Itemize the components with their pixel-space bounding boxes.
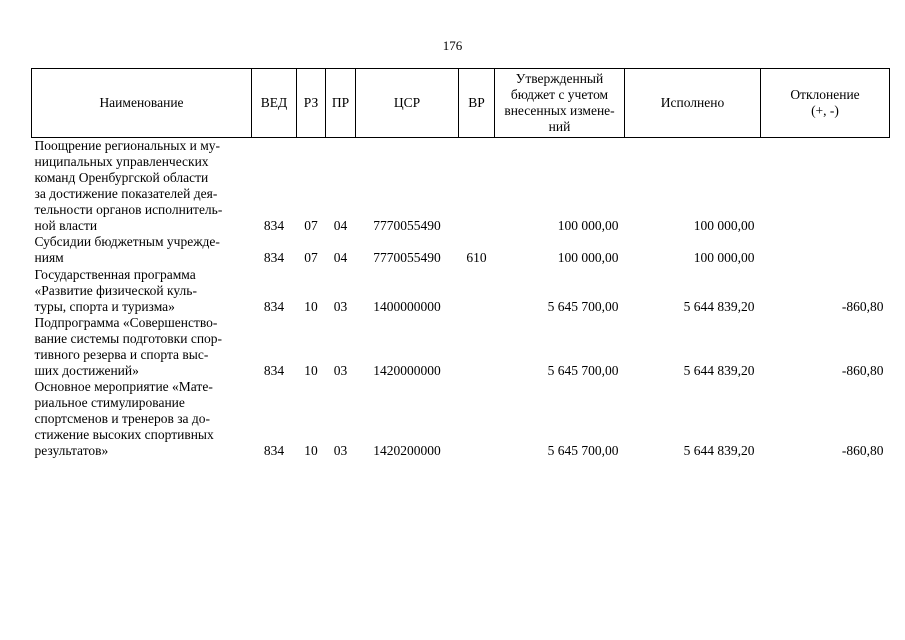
cell-rz: 10 bbox=[304, 363, 318, 378]
cell-csr: 1400000000 bbox=[373, 299, 441, 314]
cell-csr: 7770055490 bbox=[373, 218, 441, 233]
cell-vr bbox=[459, 267, 495, 315]
cell-vr bbox=[459, 379, 495, 459]
header-name: Наименование bbox=[32, 69, 252, 138]
cell-deviation: -860,80 bbox=[841, 299, 884, 314]
header-ved: ВЕД bbox=[252, 69, 297, 138]
table-header bbox=[32, 69, 890, 138]
cell-vr bbox=[459, 315, 495, 379]
cell-name: Поощрение региональных и му- ниципальных управленческих команд Оренбургской области за достижение показателей дея- тельности органов исполнитель- ной власти bbox=[34, 138, 223, 233]
cell-ved: 834 bbox=[263, 443, 285, 458]
cell-executed: 5 644 839,20 bbox=[683, 443, 755, 458]
header-rz: РЗ bbox=[297, 69, 326, 138]
header-vr: ВР bbox=[459, 69, 495, 138]
cell-ved: 834 bbox=[263, 218, 285, 233]
cell-rz: 07 bbox=[304, 218, 318, 233]
cell-csr: 1420000000 bbox=[373, 363, 441, 378]
cell-executed: 100 000,00 bbox=[693, 250, 755, 265]
cell-pr: 04 bbox=[333, 250, 348, 265]
table-row bbox=[32, 138, 890, 235]
table-row bbox=[32, 379, 890, 459]
cell-budget: 5 645 700,00 bbox=[547, 443, 619, 458]
budget-table bbox=[31, 68, 890, 459]
cell-vr: 610 bbox=[466, 250, 487, 265]
cell-ved: 834 bbox=[263, 299, 285, 314]
cell-ved: 834 bbox=[263, 250, 285, 265]
cell-budget: 100 000,00 bbox=[557, 250, 619, 265]
cell-name: Субсидии бюджетным учрежде- ниям bbox=[34, 234, 220, 265]
cell-csr: 1420200000 bbox=[373, 443, 441, 458]
table-row bbox=[32, 315, 890, 379]
header-pr: ПР bbox=[326, 69, 356, 138]
cell-pr: 03 bbox=[333, 363, 348, 378]
cell-deviation: -860,80 bbox=[841, 363, 884, 378]
cell-rz: 07 bbox=[304, 250, 318, 265]
cell-budget: 5 645 700,00 bbox=[547, 363, 619, 378]
header-csr: ЦСР bbox=[356, 69, 459, 138]
header-budget: Утвержденный бюджет с учетом внесенных измене- ний bbox=[495, 69, 625, 138]
table-row bbox=[32, 267, 890, 315]
header-deviation: Отклонение (+, -) bbox=[761, 69, 890, 138]
cell-deviation bbox=[761, 234, 890, 267]
cell-executed: 5 644 839,20 bbox=[683, 299, 755, 314]
cell-executed: 5 644 839,20 bbox=[683, 363, 755, 378]
cell-rz: 10 bbox=[304, 299, 318, 314]
cell-rz: 10 bbox=[304, 443, 318, 458]
cell-name: Государственная программа «Развитие физической куль- туры, спорта и туризма» bbox=[34, 267, 197, 314]
cell-pr: 03 bbox=[333, 443, 348, 458]
cell-name: Основное мероприятие «Мате- риальное стимулирование спортсменов и тренеров за до- стижение высоких спортивных результатов» bbox=[34, 379, 214, 458]
cell-budget: 5 645 700,00 bbox=[547, 299, 619, 314]
cell-pr: 03 bbox=[333, 299, 348, 314]
header-executed: Исполнено bbox=[625, 69, 761, 138]
cell-csr: 7770055490 bbox=[373, 250, 441, 265]
cell-budget: 100 000,00 bbox=[557, 218, 619, 233]
cell-executed: 100 000,00 bbox=[693, 218, 755, 233]
cell-pr: 04 bbox=[333, 218, 348, 233]
page-number: 176 bbox=[442, 38, 463, 53]
cell-deviation: -860,80 bbox=[841, 443, 884, 458]
cell-name: Подпрограмма «Совершенство- вание системы подготовки спор- тивного резерва и спорта выс- ших достижений» bbox=[34, 315, 223, 378]
table-row bbox=[32, 234, 890, 267]
cell-ved: 834 bbox=[263, 363, 285, 378]
cell-deviation bbox=[761, 138, 890, 235]
cell-vr bbox=[459, 138, 495, 235]
